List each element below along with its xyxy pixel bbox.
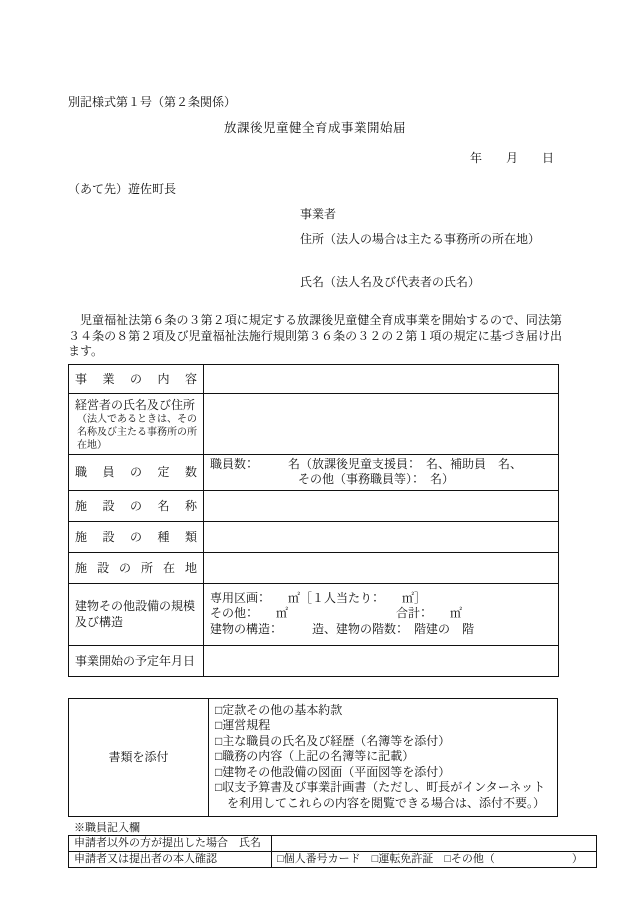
document-checklist xyxy=(209,698,558,816)
row-operator-label-main: 経営者の氏名及び住所 xyxy=(75,397,196,412)
row-staff-quota xyxy=(69,454,559,490)
row-facility-location-value xyxy=(204,552,559,583)
row-staff-quota-value xyxy=(204,454,559,490)
row-building-scale-label: 建物その他設備の規模及び構造 xyxy=(69,583,204,645)
row-facility-location-label: 施設の所在地 xyxy=(69,552,204,583)
row-operator-name-address xyxy=(69,393,559,454)
row-facility-type xyxy=(69,521,559,552)
row-submitter-name-value xyxy=(272,835,597,851)
row-facility-type-value xyxy=(204,521,559,552)
applicant-block xyxy=(300,206,562,290)
row-operator-label xyxy=(69,393,204,454)
building-line3: 建物の構造： 造、建物の階数： 階建の 階 xyxy=(210,621,475,636)
row-submitter-name-label: 申請者以外の方が提出した場合 氏名 xyxy=(69,835,272,851)
document-title: 放課後児童健全育成事業開始届 xyxy=(223,121,406,135)
row-identity-verification xyxy=(69,851,597,867)
checkbox-item-building-plans: □建物その他設備の図面（平面図等を添付） xyxy=(215,764,451,779)
row-business-content-label: 事業の内容 xyxy=(69,364,204,393)
applicant-address-label: 住所（法人の場合は主たる事務所の所在地） xyxy=(300,232,541,246)
row-facility-name xyxy=(69,490,559,521)
row-start-date-label: 事業開始の予定年月日 xyxy=(69,645,204,676)
attached-documents-row xyxy=(69,698,558,816)
row-start-date xyxy=(69,645,559,676)
attach-documents-label: 書類を添付 xyxy=(69,698,209,816)
form-number: 別記様式第１号（第２条関係） xyxy=(68,95,237,109)
checkbox-item-staff-history: □主な職員の氏名及び経歴（名簿等を添付） xyxy=(215,733,451,748)
row-business-content xyxy=(69,364,559,393)
row-facility-location xyxy=(69,552,559,583)
building-line1: 専用区画： ㎡［１人当たり： ㎡］ xyxy=(210,590,427,605)
staff-count-line2: その他（事務職員等）： 名） xyxy=(298,472,455,486)
applicant-name-label: 氏名（法人名及び代表者の氏名） xyxy=(300,275,481,289)
row-building-scale xyxy=(69,583,559,645)
applicant-heading: 事業者 xyxy=(300,207,337,221)
checkbox-item-operating-rules: □運営規程 xyxy=(215,718,271,733)
row-operator-label-note: （法人であるときは、その名称及び主たる事務所の所在地） xyxy=(77,413,197,451)
staff-count-line1: 職員数： 名（放課後児童支援員： 名、補助員 名、 xyxy=(210,456,523,471)
checkbox-item-articles: □定款その他の基本約款 xyxy=(215,702,343,717)
row-identity-verification-value: □個人番号カード □運転免許証 □その他（ ） xyxy=(272,851,597,867)
attached-documents-table xyxy=(68,698,558,817)
addressee: （あて先）遊佐町長 xyxy=(68,182,177,196)
checkbox-item-budget-plan: □収支予算書及び事業計画書（ただし、町長がインターネットを利用してこれらの内容を閲覧できる場合は、添付不要。） xyxy=(215,780,546,811)
main-table xyxy=(68,364,559,677)
building-line2: その他： ㎡ 合計： ㎡ xyxy=(210,606,463,621)
staff-entry-note: ※職員記入欄 xyxy=(74,821,140,834)
row-business-content-value xyxy=(204,364,559,393)
row-start-date-value xyxy=(204,645,559,676)
row-facility-name-label: 施設の名称 xyxy=(69,490,204,521)
checkbox-item-duties: □職務の内容（上記の名簿等に記載） xyxy=(215,749,415,764)
row-facility-type-label: 施設の種類 xyxy=(69,521,204,552)
row-staff-quota-label: 職員の定数 xyxy=(69,454,204,490)
declaration-paragraph: 児童福祉法第６条の３第２項に規定する放課後児童健全育成事業を開始するので、同法第３４条の８第２項及び児童福祉法施行規則第３６条の３２の２第１項の規定に基づき届け出ます。 xyxy=(68,313,562,358)
date-line: 年 月 日 xyxy=(469,151,554,165)
row-identity-verification-label: 申請者又は提出者の本人確認 xyxy=(69,851,272,867)
row-submitter-name xyxy=(69,835,597,851)
staff-entry-table xyxy=(68,835,597,868)
row-building-scale-value xyxy=(204,583,559,645)
row-facility-name-value xyxy=(204,490,559,521)
row-operator-value xyxy=(204,393,559,454)
